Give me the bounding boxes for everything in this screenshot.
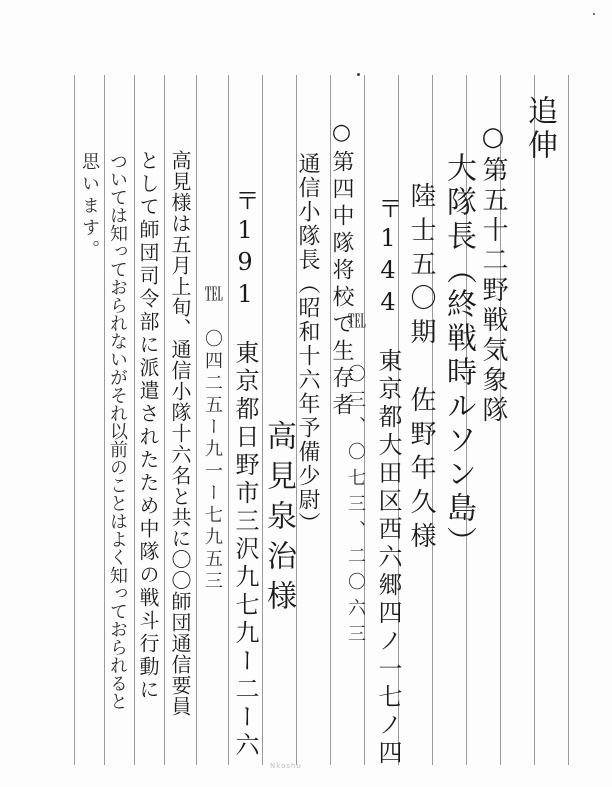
ruled-line bbox=[568, 75, 569, 765]
line-commander-name: 陸士五〇期 佐野年久様 bbox=[406, 182, 436, 556]
footer-mark: Nkoshu bbox=[270, 762, 302, 770]
ruled-line bbox=[164, 75, 165, 765]
ruled-line bbox=[104, 75, 105, 765]
line-unit-name: ○第五十二野戦気象隊 bbox=[478, 122, 508, 426]
heading: 追伸 bbox=[522, 95, 557, 163]
ruled-line bbox=[196, 75, 197, 765]
line-commander-address: 〒144 東京都大田区西六郷四ノ一七ノ四 bbox=[374, 196, 402, 768]
body-line-3: ついては知っておられないがそれ以前のことはよく知っておられると bbox=[107, 152, 128, 710]
line-survivor-note: ○第四中隊将校で生存者 bbox=[329, 120, 354, 420]
scan-speck bbox=[593, 13, 595, 15]
line-commander-title: 大隊長（終戦時ルソン島） bbox=[441, 152, 476, 560]
body-line-4: 思います。 bbox=[79, 152, 100, 262]
line-survivor-address: 〒191 東京都日野市三沢九七九ー二ー六 bbox=[231, 188, 259, 760]
ruled-line bbox=[134, 75, 135, 765]
line-survivor-phone: ℡ 〇四二五ー九一ー七九五三 bbox=[202, 285, 223, 593]
body-line-2: として師団司令部に派遣されたため中隊の戦斗行動に bbox=[136, 150, 160, 702]
line-survivor-title: 通信小隊長（昭和十六年予備少尉） bbox=[295, 152, 320, 536]
scan-speck bbox=[357, 73, 360, 76]
line-survivor-name: 高見泉治様 bbox=[261, 420, 296, 620]
line-commander-phone: ℡ 〇三、〇七三、二〇六三 bbox=[345, 312, 366, 650]
ruled-line bbox=[74, 75, 75, 765]
body-line-1: 高見様は五月上旬、通信小隊十六名と共に〇〇師団通信要員 bbox=[168, 150, 192, 717]
ruled-line bbox=[534, 75, 535, 765]
ruled-line bbox=[228, 75, 229, 765]
